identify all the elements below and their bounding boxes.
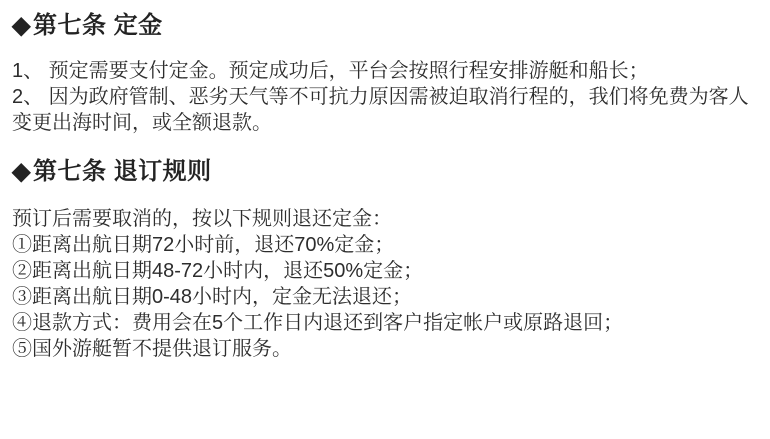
section-refund-rules <box>12 156 758 362</box>
text-line: ③距离出航日期0-48小时内，定金无法退还； <box>12 286 413 308</box>
diamond-bullet-icon: ◆ <box>12 158 31 185</box>
text-line: 2、 因为政府管制、恶劣天气等不可抗力原因需被迫取消行程的，我们将免费为客人 <box>12 86 749 108</box>
text-line: ①距离出航日期72小时前，退还70%定金； <box>12 234 395 256</box>
refund-paragraph <box>12 206 758 362</box>
text-line: ②距离出航日期48-72小时内，退还50%定金； <box>12 260 424 282</box>
deposit-section-heading <box>12 10 758 42</box>
text-line: 预订后需要取消的，按以下规则退还定金： <box>12 208 392 230</box>
text-line: 变更出海时间，或全额退款。 <box>12 112 272 134</box>
refund-section-title: 第七条 退订规则 <box>32 158 212 185</box>
text-line: ⑤国外游艇暂不提供退订服务。 <box>12 338 292 360</box>
refund-section-heading <box>12 156 758 188</box>
text-line: ④退款方式：费用会在5个工作日内退还到客户指定帐户或原路退回； <box>12 312 624 334</box>
deposit-paragraph <box>12 58 758 136</box>
text-line: 1、 预定需要支付定金。预定成功后，平台会按照行程安排游艇和船长； <box>12 60 649 82</box>
deposit-section-title: 第七条 定金 <box>32 12 163 39</box>
section-deposit <box>12 10 758 136</box>
diamond-bullet-icon: ◆ <box>12 12 31 39</box>
